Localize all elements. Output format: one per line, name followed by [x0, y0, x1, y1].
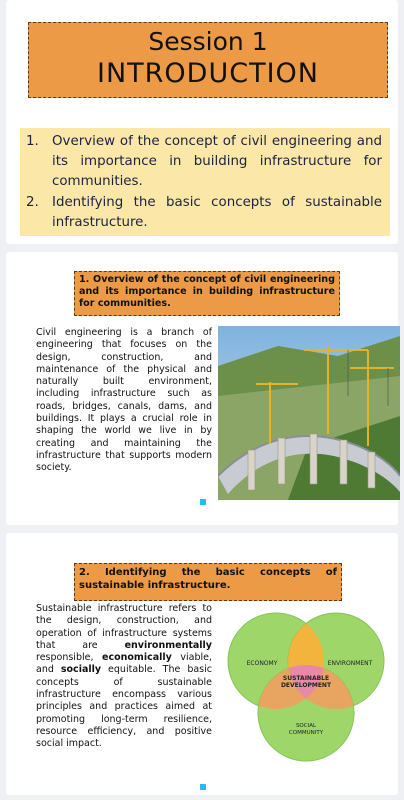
social-label-line2: COMMUNITY [288, 730, 324, 736]
session-title: INTRODUCTION [97, 58, 319, 89]
session-number: Session 1 [148, 27, 268, 56]
section-heading-text: 1. Overview of the concept of civil engineering and its importance in building infrastructure for communities. [79, 274, 335, 309]
list-item [26, 193, 382, 233]
list-item-text: Overview of the concept of civil engineering and its importance in building infrastructure for communities. [52, 134, 382, 189]
section-body: Civil engineering is a branch of engineering that focuses on the design, construction, and maintenance of the physical and naturally built environment, including infrastructure such as roads, bridges, canals, dams, and buildings. It plays a crucial role in shaping the world we live in by creating and maintaining the infrastructure that supports modern society. [36, 327, 212, 474]
list-item-number: 2. [26, 195, 39, 210]
economy-label: ECONOMY [246, 660, 278, 667]
body-bold-term: socially [60, 664, 102, 676]
center-label-line1: SUSTAINABLE [282, 675, 330, 682]
slide-marker [200, 784, 206, 790]
list-item-text: Identifying the basic concepts of sustainable infrastructure. [52, 195, 382, 230]
sustainability-venn-diagram [226, 609, 386, 777]
session-title-box [28, 22, 388, 98]
section-heading [74, 563, 342, 601]
intro-card [6, 0, 398, 244]
civil-engineering-card [6, 252, 398, 525]
center-label-line2: DEVELOPMENT [280, 682, 332, 689]
list-item [26, 132, 382, 192]
list-item-number: 1. [26, 134, 39, 149]
body-bold-term: environmentally [124, 639, 212, 651]
sustainable-infrastructure-card [6, 533, 398, 795]
bridge-construction-photo [218, 326, 400, 500]
section-heading [74, 271, 340, 316]
slide-marker [200, 499, 206, 505]
social-label-line1: SOCIAL [295, 723, 317, 729]
environment-label: ENVIRONMENT [327, 660, 373, 667]
body-text-end: equitable. The basic concepts of sustainable infrastructure encompass various principles and practices aimed at promoting long-term resilience, resource efficiency, and positive social impact. [36, 664, 212, 750]
section-heading-text: 2. Identifying the basic concepts of sustainable infrastructure. [79, 567, 337, 591]
body-text-start: Sustainable infrastructure refers to the design, construction, and operation of infrastructure systems that are [36, 603, 212, 651]
body-text-mid: responsible, [36, 652, 103, 664]
body-text-mid: viable, and [36, 652, 212, 676]
section-body [36, 603, 212, 751]
objectives-list [20, 128, 390, 236]
body-bold-term: economically [102, 652, 172, 664]
